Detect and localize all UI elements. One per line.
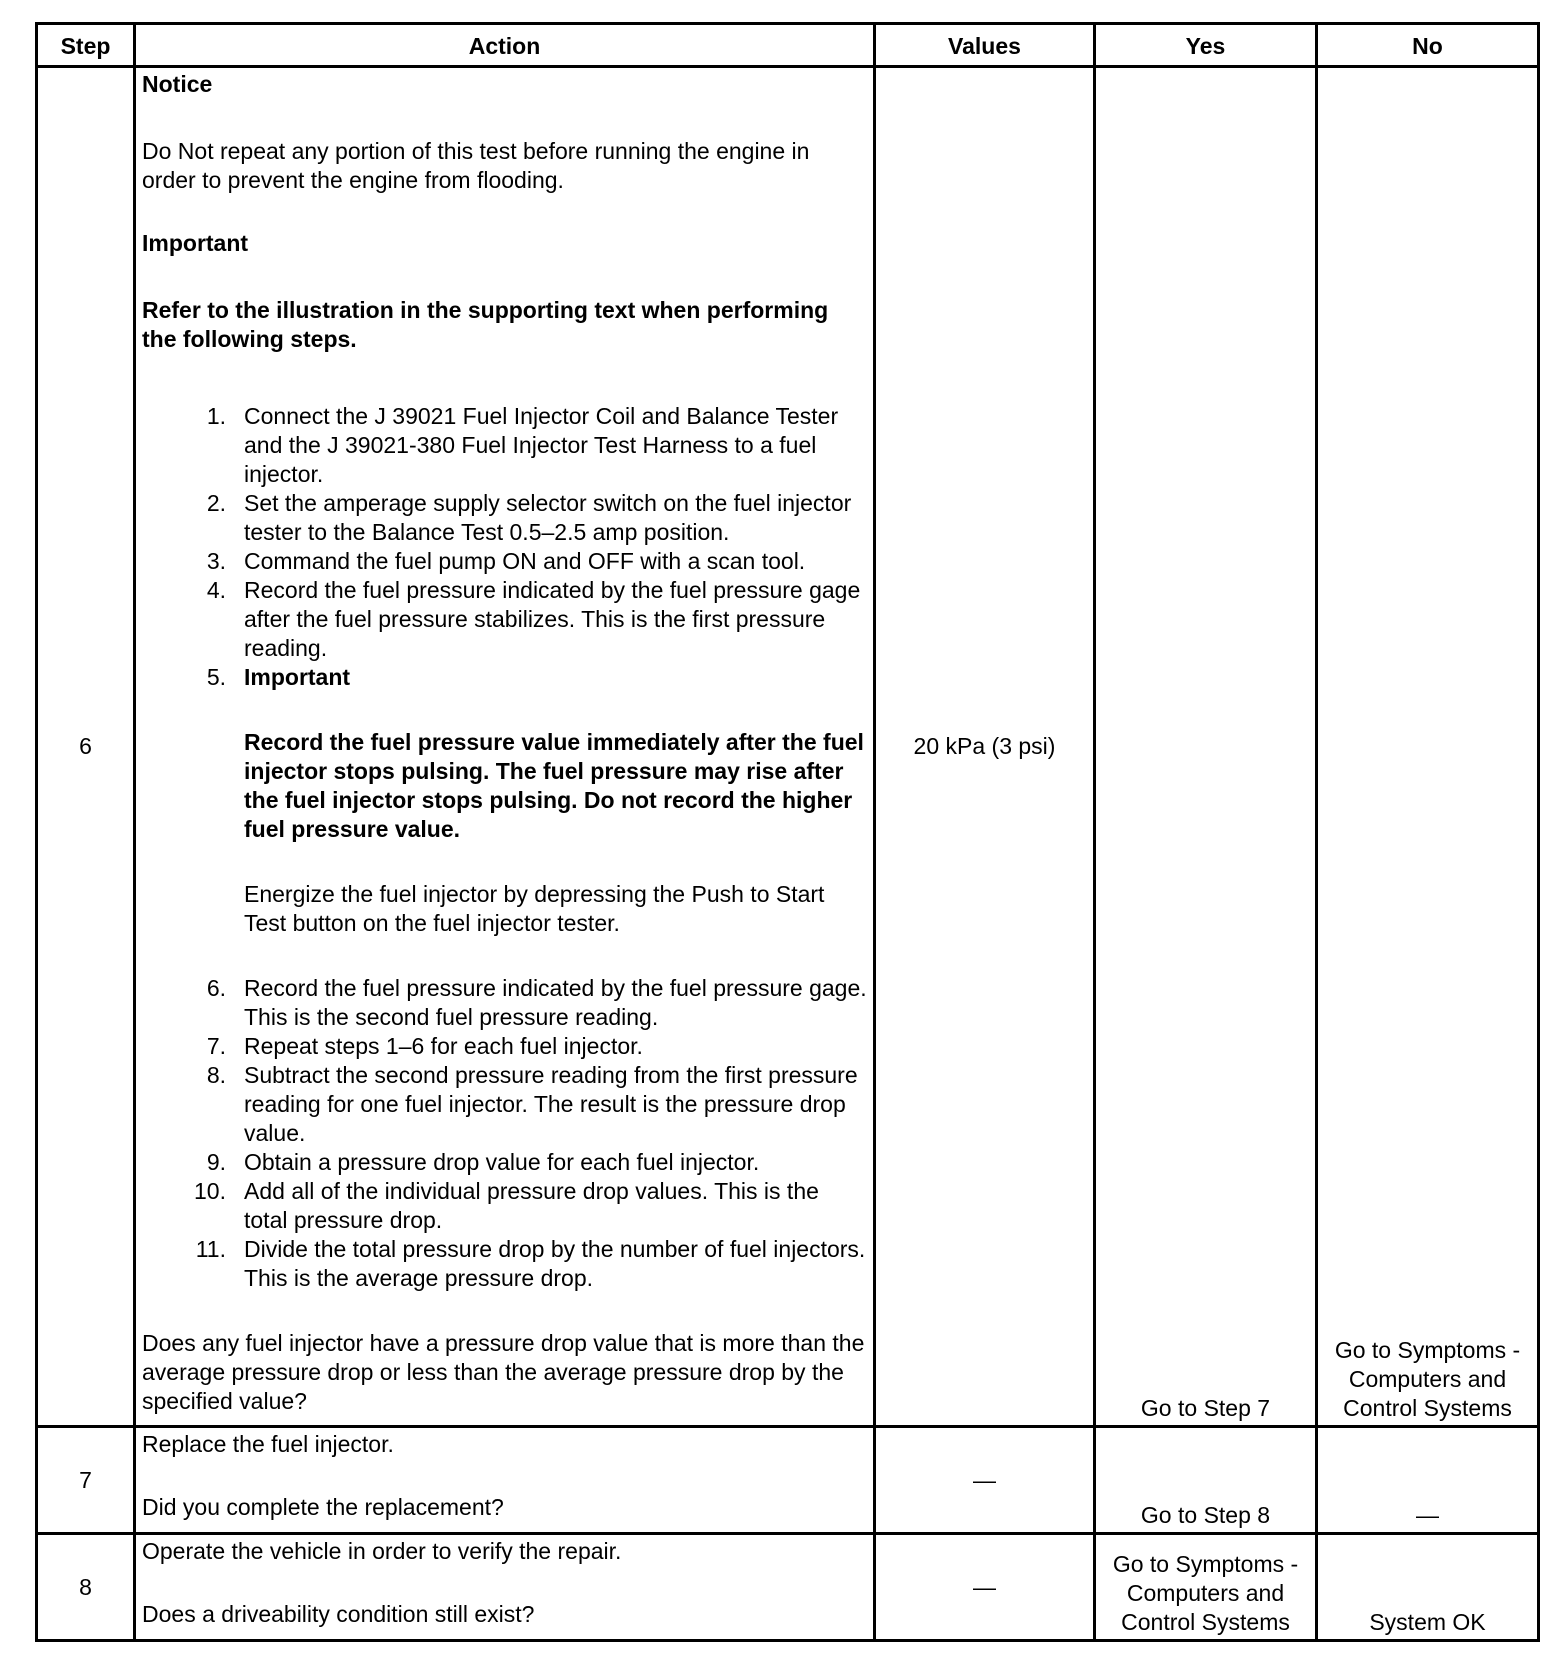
important-heading: Important — [142, 230, 249, 256]
yes-cell: Go to Step 8 — [1095, 1427, 1317, 1534]
list-item: 7. Repeat steps 1–6 for each fuel injector. — [206, 1033, 643, 1059]
list-item: 9. Obtain a pressure drop value for each fuel injector. — [206, 1149, 760, 1175]
procedure-steps-a — [142, 402, 867, 1293]
list-item: 5. Important Record the fuel pressure value immediately after the fuel injector stops pulsing. The fuel pressure may rise after the fuel injector stops pulsing. Do not record the higher fuel pressure value. Energize the fuel injector by depressing the Push to Start Test button on the fuel injector tester. — [142, 663, 867, 974]
list-item: 2. Set the amperage supply selector switch on the fuel injector tester to the Balance Test 0.5–2.5 amp position. — [206, 490, 852, 545]
notice-text: Do Not repeat any portion of this test before running the engine in order to prevent the engine from flooding. — [142, 138, 810, 193]
list-item: 3. Command the fuel pump ON and OFF with a scan tool. — [206, 548, 806, 574]
no-cell: — — [1317, 1427, 1539, 1534]
value-cell: — — [875, 1534, 1095, 1641]
step-number: 8 — [37, 1534, 135, 1641]
table-row-step-6 — [37, 67, 1539, 1427]
list-item: 1. Connect the J 39021 Fuel Injector Coil and Balance Tester and the J 39021-380 Fuel Injector Test Harness to a fuel injector. — [206, 403, 839, 487]
yes-cell: Go to Step 7 — [1095, 67, 1317, 1427]
no-cell: System OK — [1317, 1534, 1539, 1641]
important-text: Refer to the illustration in the supporting text when performing the following steps. — [142, 297, 829, 352]
action-text: Operate the vehicle in order to verify the repair. — [142, 1538, 622, 1564]
yes-cell: Go to Symptoms - Computers and Control Systems — [1095, 1534, 1317, 1641]
no-cell: Go to Symptoms - Computers and Control Systems — [1317, 67, 1539, 1427]
step5-important-heading: Important — [244, 664, 351, 690]
header-row — [37, 24, 1539, 67]
step-number: 6 — [37, 67, 135, 1427]
question-text: Did you complete the replacement? — [142, 1494, 504, 1520]
question-text: Does a driveability condition still exist? — [142, 1601, 535, 1627]
list-item: 8. Subtract the second pressure reading from the first pressure reading for one fuel injector. The result is the pressure drop value. — [206, 1062, 858, 1146]
list-item: 10. Add all of the individual pressure drop values. This is the total pressure drop. — [194, 1178, 819, 1233]
step-number: 7 — [37, 1427, 135, 1534]
header-action: Action — [135, 24, 875, 67]
header-no: No — [1317, 24, 1539, 67]
action-cell — [135, 1534, 875, 1641]
header-yes: Yes — [1095, 24, 1317, 67]
action-text: Replace the fuel injector. — [142, 1431, 394, 1457]
question-text: Does any fuel injector have a pressure drop value that is more than the average pressure drop or less than the average pressure drop by the specified value? — [142, 1330, 865, 1414]
table-row-step-7 — [37, 1427, 1539, 1534]
diagnostic-table — [35, 22, 1540, 1642]
list-item: 4. Record the fuel pressure indicated by the fuel pressure gage after the fuel pressure stabilizes. This is the first pressure reading. — [206, 577, 861, 661]
table-row-step-8 — [37, 1534, 1539, 1641]
notice-heading: Notice — [142, 71, 213, 97]
header-values: Values — [875, 24, 1095, 67]
action-cell — [135, 1427, 875, 1534]
list-item: 6. Record the fuel pressure indicated by the fuel pressure gage. This is the second fuel pressure reading. — [206, 975, 867, 1030]
value-cell: 20 kPa (3 psi) — [875, 67, 1095, 1427]
step5-text: Energize the fuel injector by depressing the Push to Start Test button on the fuel injector tester. — [244, 881, 825, 936]
header-step: Step — [37, 24, 135, 67]
list-item: 11. Divide the total pressure drop by the number of fuel injectors. This is the average pressure drop. — [195, 1236, 866, 1291]
value-cell: — — [875, 1427, 1095, 1534]
step5-important-text: Record the fuel pressure value immediately after the fuel injector stops pulsing. The fuel pressure may rise after the fuel injector stops pulsing. Do not record the higher fuel pressure value. — [244, 729, 864, 842]
action-cell — [135, 67, 875, 1427]
